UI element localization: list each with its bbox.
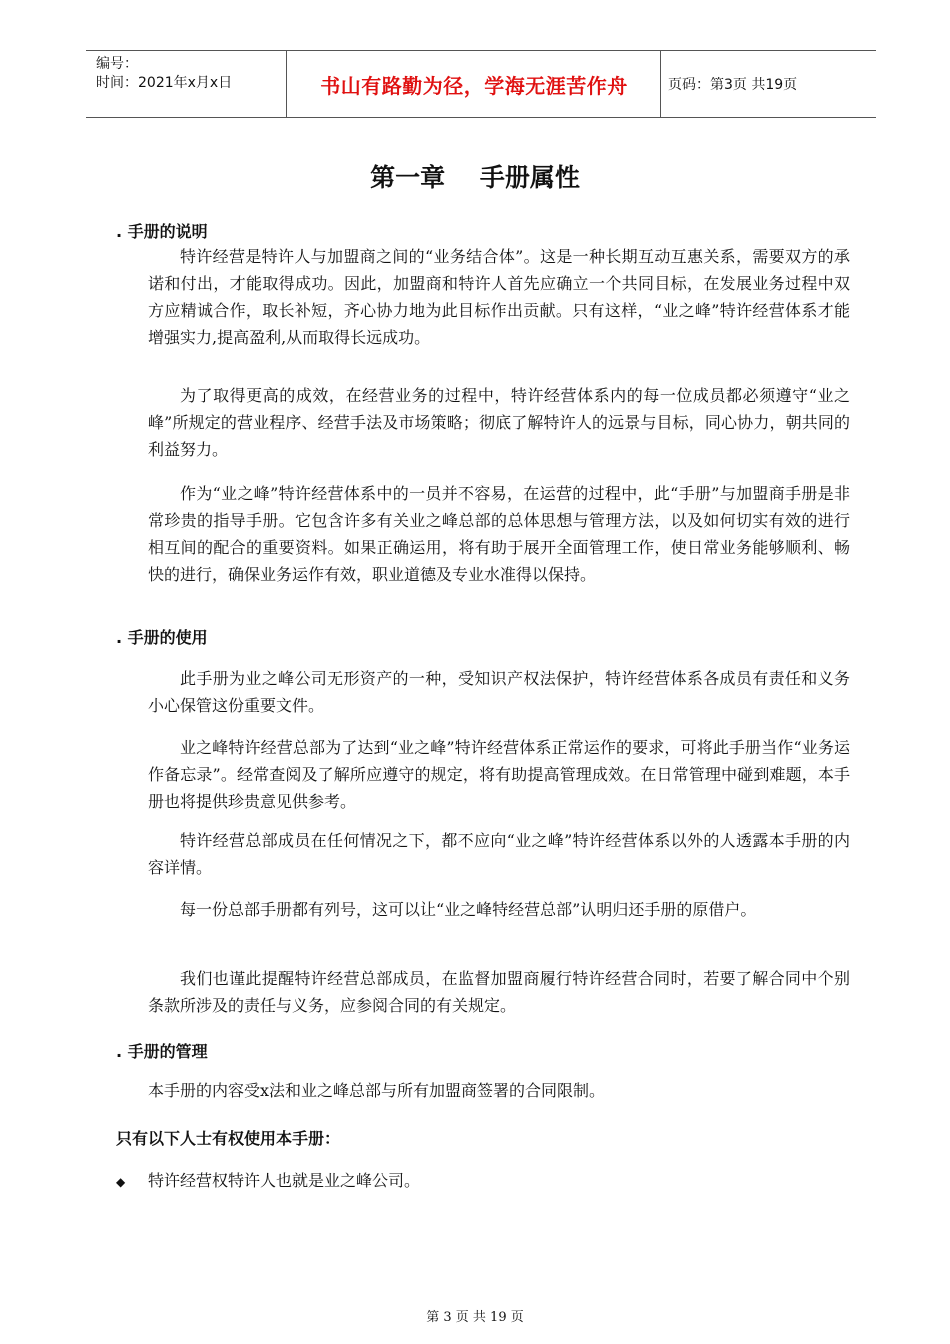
page-footer: 第 3 页 共 19 页 — [426, 1310, 524, 1325]
document-time-label: 时间：2021年x月x日 — [96, 75, 233, 91]
header-page-info: 页码：第3页 共19页 — [668, 77, 798, 93]
paragraph: 此手册为业之峰公司无形资产的一种，受知识产权法保护，特许经营体系各成员有责任和义务小心保管这份重要文件。 — [148, 669, 850, 715]
access-heading: 只有以下人士有权使用本手册： — [116, 1129, 341, 1148]
chapter-title: 第一章 手册属性 — [370, 163, 580, 192]
page-header — [86, 50, 876, 118]
paragraph: 业之峰特许经营总部为了达到“业之峰”特许经营体系正常运作的要求，可将此手册当作“业务运作备忘录”。经常查阅及了解所应遵守的规定，将有助提高管理成效。在日常管理中碰到难题，本手册也将提供珍贵意见供参考。 — [148, 738, 850, 811]
diamond-bullet-icon: ◆ — [116, 1175, 126, 1189]
header-meta — [96, 55, 276, 93]
header-divider — [286, 51, 287, 117]
document-number-label: 编号： — [96, 56, 138, 72]
paragraph: 本手册的内容受x法和业之峰总部与所有加盟商签署的合同限制。 — [148, 1081, 606, 1100]
paragraph: 为了取得更高的成效，在经营业务的过程中，特许经营体系内的每一位成员都必须遵守“业之峰”所规定的营业程序、经营手法及市场策略；彻底了解特许人的远景与目标，同心协力，朝共同的利益努力。 — [148, 386, 850, 459]
paragraph: 作为“业之峰”特许经营体系中的一员并不容易，在运营的过程中，此“手册”与加盟商手册是非常珍贵的指导手册。它包含许多有关业之峰总部的总体思想与管理方法，以及如何切实有效的进行相互间的配合的重要资料。如果正确运用，将有助于展开全面管理工作，使日常业务能够顺利、畅快的进行，确保业务运作有效，职业道德及专业水准得以保持。 — [148, 484, 850, 584]
paragraph: 特许经营是特许人与加盟商之间的“业务结合体”。这是一种长期互动互惠关系，需要双方的承诺和付出，才能取得成功。因此，加盟商和特许人首先应确立一个共同目标，在发展业务过程中双方应精诚合作，取长补短，齐心协力地为此目标作出贡献。只有这样，“业之峰”特许经营体系才能增强实力,提高盈利,从而取得长远成功。 — [148, 247, 850, 347]
header-divider — [660, 51, 661, 117]
list-item-text: 特许经营权特许人也就是业之峰公司。 — [148, 1171, 421, 1190]
list-item — [116, 1168, 420, 1191]
paragraph: 我们也谨此提醒特许经营总部成员，在监督加盟商履行特许经营合同时，若要了解合同中个别条款所涉及的责任与义务，应参阅合同的有关规定。 — [148, 969, 850, 1015]
section-heading-usage: . 手册的使用 — [116, 628, 208, 647]
paragraph: 特许经营总部成员在任何情况之下，都不应向“业之峰”特许经营体系以外的人透露本手册的内容详情。 — [148, 831, 850, 877]
header-motto: 书山有路勤为径，学海无涯苦作舟 — [320, 73, 628, 98]
section-heading-description: . 手册的说明 — [116, 222, 208, 241]
paragraph: 每一份总部手册都有列号，这可以让“业之峰特经营总部”认明归还手册的原借户。 — [180, 900, 757, 919]
section-heading-management: . 手册的管理 — [116, 1042, 208, 1061]
